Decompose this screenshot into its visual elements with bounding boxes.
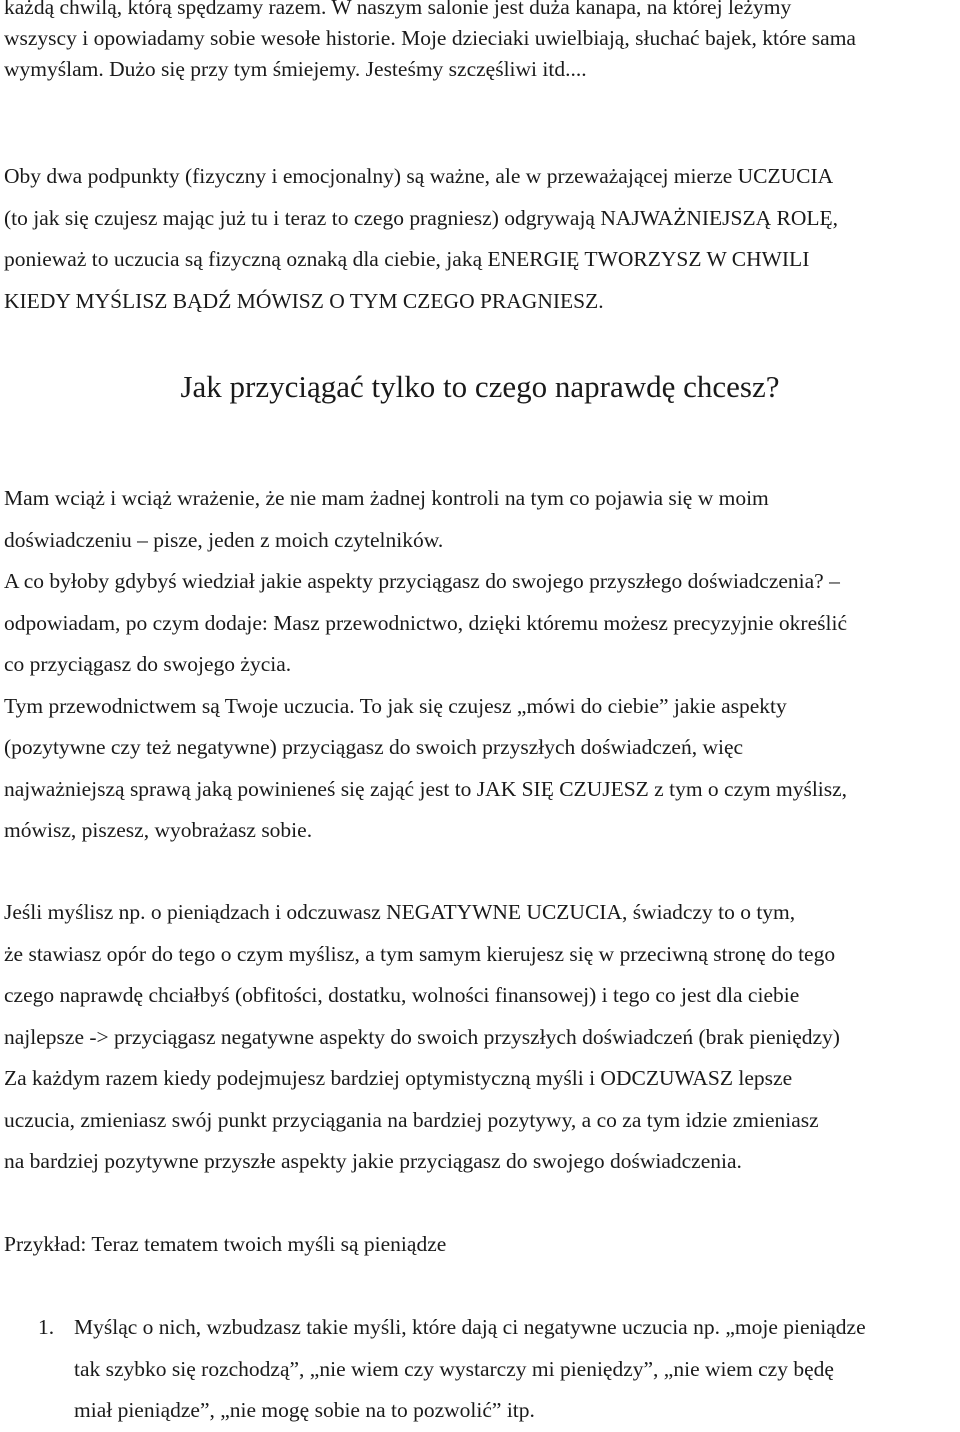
text-line: uczucia, zmieniasz swój punkt przyciągania na bardziej pozytywy, a co za tym idzie zmieniasz (4, 1107, 819, 1132)
feelings-paragraph (4, 156, 954, 322)
text-line: KIEDY MYŚLISZ BĄDŹ MÓWISZ O TYM CZEGO PRAGNIESZ. (4, 288, 604, 313)
text-line: mówisz, piszesz, wyobrażasz sobie. (4, 818, 313, 842)
text-line: Mam wciąż i wciąż wrażenie, że nie mam żadnej kontroli na tym co pojawia się w moim (4, 486, 769, 510)
example-paragraph (4, 1224, 954, 1266)
text-line: ponieważ to uczucia są fizyczną oznaką dla ciebie, jaką ENERGIĘ TWORZYSZ W CHWILI (4, 247, 810, 271)
text-line: Za każdym razem kiedy podejmujesz bardziej optymistyczną myśli i ODCZUWASZ lepsze (4, 1066, 793, 1090)
list-item (0, 1307, 960, 1432)
text-line: tak szybko się rozchodzą”, „nie wiem czy wystarczy mi pieniędzy”, „nie wiem czy będę (74, 1356, 834, 1381)
text-line: Myśląc o nich, wzbudzasz takie myśli, które dają ci negatywne uczucia np. „moje pieniądze (74, 1315, 866, 1339)
list-number: 1. (38, 1315, 55, 1339)
text-line: (pozytywne czy też negatywne) przyciągasz do swoich przyszłych doświadczeń, więc (4, 735, 744, 759)
numbered-list (0, 1307, 960, 1432)
intro-paragraph (4, 0, 954, 85)
text-line: co przyciągasz do swojego życia. (4, 652, 292, 676)
text-line: na bardziej pozytywne przyszłe aspekty jakie przyciągasz do swojego doświadczenia. (4, 1149, 742, 1173)
text-line: Oby dwa podpunkty (fizyczny i emocjonalny) są ważne, ale w przeważającej mierze UCZUCIA (4, 164, 834, 188)
text-line: Przykład: Teraz tematem twoich myśli są pieniądze (4, 1232, 447, 1256)
text-line: wszyscy i opowiadamy sobie wesołe historie. Moje dzieciaki uwielbiają, słuchać bajek, które sama (4, 26, 856, 50)
text-line: Jeśli myślisz np. o pieniądzach i odczuwasz NEGATYWNE UCZUCIA, świadczy to o tym, (4, 900, 796, 924)
text-line: (to jak się czujesz mając już tu i teraz to czego pragniesz) odgrywają NAJWAŻNIEJSZĄ ROLĘ, (4, 205, 839, 230)
text-line: najlepsze -> przyciągasz negatywne aspekty do swoich przyszłych doświadczeń (brak pieniędzy) (4, 1024, 840, 1049)
text-line: A co byłoby gdybyś wiedział jakie aspekty przyciągasz do swojego przyszłego doświadczenia? – (4, 569, 840, 593)
section-heading: Jak przyciągać tylko to czego naprawdę chcesz? (180, 369, 780, 404)
text-line: miał pieniądze”, „nie mogę sobie na to pozwolić” itp. (74, 1398, 535, 1422)
text-line: odpowiadam, po czym dodaje: Masz przewodnictwo, dzięki któremu możesz precyzyjnie określić (4, 610, 847, 635)
text-line: wymyślam. Dużo się przy tym śmiejemy. Jesteśmy szczęśliwi itd.... (4, 57, 587, 81)
text-line: że stawiasz opór do tego o czym myślisz, a tym samym kierujesz się w przeciwną stronę do tego (4, 941, 836, 966)
text-line: najważniejszą sprawą jaką powinieneś się zająć jest to JAK SIĘ CZUJESZ z tym o czym myślisz, (4, 776, 848, 801)
text-line: doświadczeniu – pisze, jeden z moich czytelników. (4, 527, 444, 552)
text-line: każdą chwilą, którą spędzamy razem. W naszym salonie jest duża kanapa, na której leżymy (4, 0, 792, 19)
guidance-paragraph (4, 478, 954, 852)
text-line: czego naprawdę chciałbyś (obfitości, dostatku, wolności finansowej) i tego co jest dla ciebie (4, 983, 800, 1007)
text-line: Tym przewodnictwem są Twoje uczucia. To jak się czujesz „mówi do ciebie” jakie aspekty (4, 693, 787, 718)
money-paragraph (4, 892, 954, 1183)
